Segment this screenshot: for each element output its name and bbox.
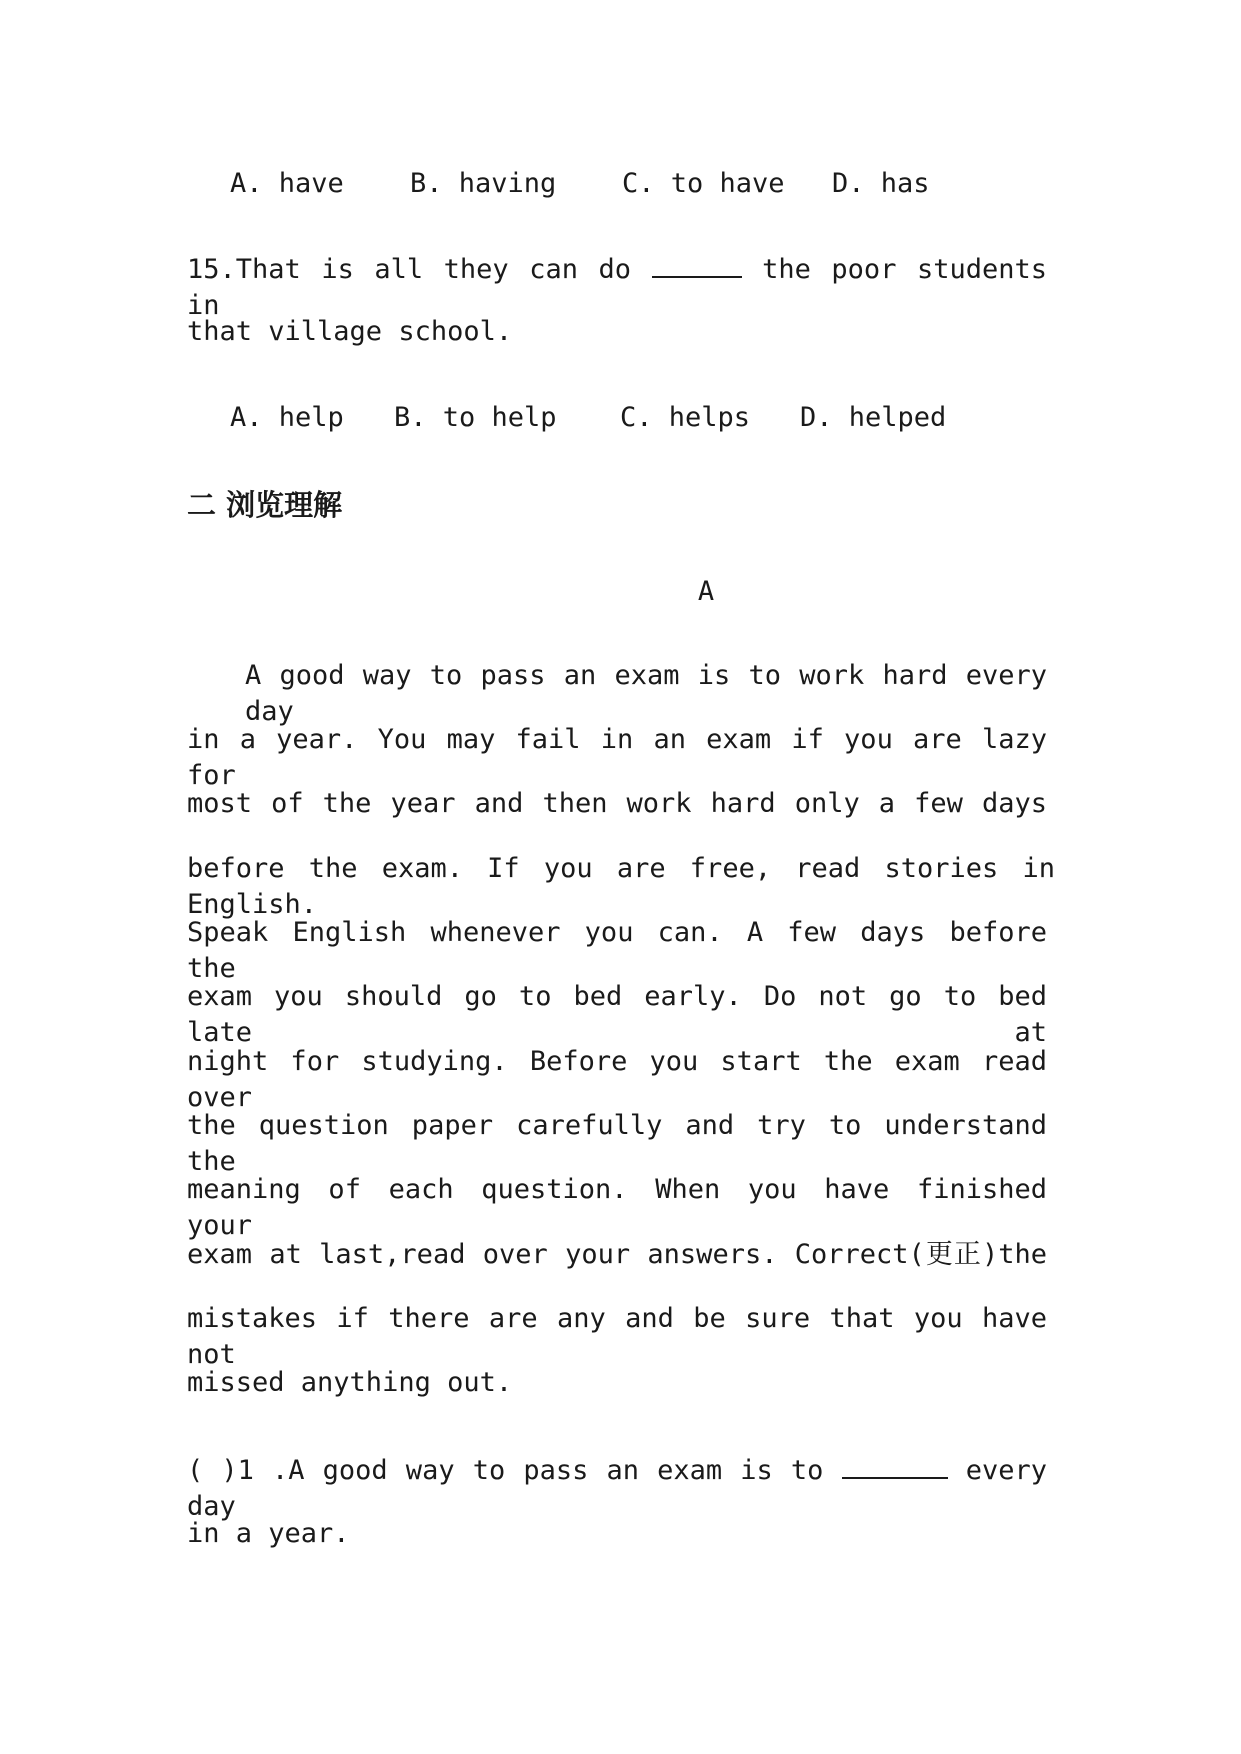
- passage-line: exam at last,read over your answers. Correct(更正)the: [187, 1239, 1047, 1270]
- passage-line: exam you should go to bed early. Do not go to bed late at: [187, 981, 1047, 1048]
- q15-option-d: D. helped: [800, 402, 947, 433]
- passage-line: meaning of each question. When you have finished your: [187, 1174, 1047, 1241]
- passage-line: before the exam. If you are free, read stories in English.: [187, 853, 1055, 920]
- q15-answer-blank: [652, 250, 742, 278]
- q14-option-b: B. having: [410, 168, 557, 199]
- passage-line: the question paper carefully and try to understand the: [187, 1110, 1047, 1177]
- q15-option-b: B. to help: [394, 402, 557, 433]
- passage-line: A good way to pass an exam is to work hard every day: [245, 660, 1047, 727]
- passage-label: A: [697, 576, 715, 607]
- q15-stem-line2: that village school.: [187, 316, 513, 347]
- question-1-line2: in a year.: [187, 1518, 350, 1549]
- question-1-answer-blank: [842, 1451, 948, 1479]
- question-1-stem-after: every day: [187, 1455, 1047, 1522]
- q14-option-c: C. to have: [622, 168, 785, 199]
- question-1-line1: [187, 1451, 1047, 1525]
- q15-options: [230, 400, 946, 436]
- q15-stem-before: 15.That is all they can do: [187, 254, 632, 285]
- passage-line: mistakes if there are any and be sure that you have not: [187, 1303, 1047, 1370]
- passage-line: missed anything out.: [187, 1367, 513, 1398]
- q15-stem-after: the poor students in: [187, 254, 1048, 321]
- q14-options: [230, 166, 930, 202]
- q14-option-d: D. has: [832, 168, 930, 199]
- q15-stem-line1: [187, 250, 1047, 324]
- passage-line: night for studying. Before you start the exam read over: [187, 1046, 1047, 1113]
- q14-option-a: A. have: [230, 168, 344, 199]
- q15-option-a: A. help: [230, 402, 344, 433]
- passage-line: most of the year and then work hard only a few days: [187, 788, 1047, 819]
- question-1-stem-before: ( )1 .A good way to pass an exam is to: [187, 1455, 824, 1486]
- passage-line: in a year. You may fail in an exam if you are lazy for: [187, 724, 1047, 791]
- q15-option-c: C. helps: [620, 402, 751, 433]
- passage-line: Speak English whenever you can. A few days before the: [187, 917, 1047, 984]
- section-heading: 二 浏览理解: [187, 488, 343, 522]
